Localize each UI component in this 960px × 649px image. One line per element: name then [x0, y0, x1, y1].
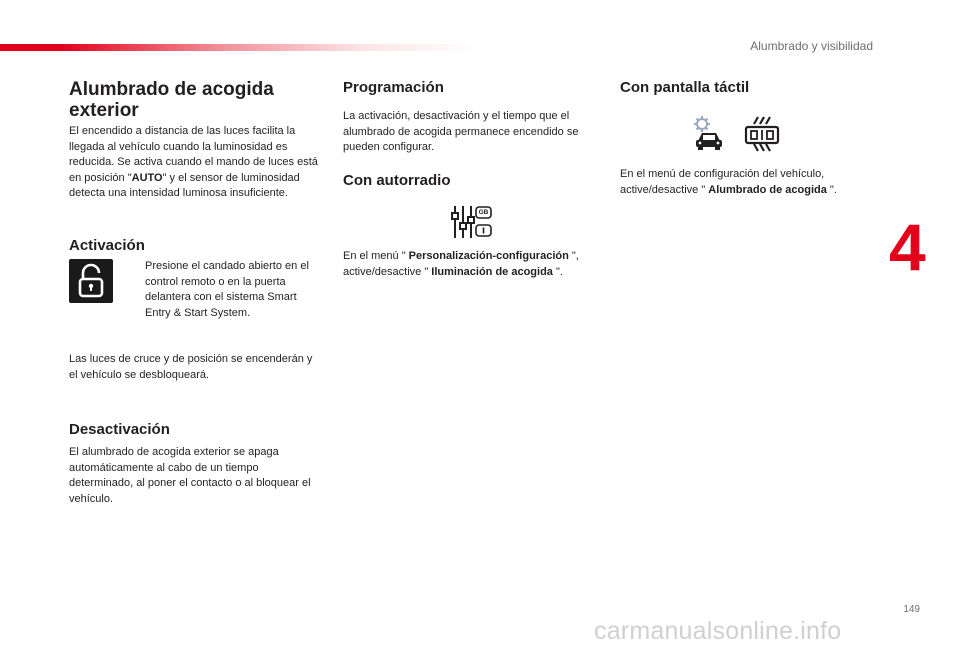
watermark: carmanualsonline.info — [594, 617, 842, 645]
deactivation-text: El alumbrado de acogida exterior se apaga automáticamente al cabo de un tiempo determinado, al poner el contacto o al bloquear el vehículo. — [69, 446, 311, 505]
programming-text: La activación, desactivación y el tiempo que el alumbrado de acogida permanece encendido se pueden configurar. — [343, 110, 579, 153]
radio-option-name: Iluminación de acogida — [431, 265, 553, 278]
intro-text-start: El encendido a distancia de las luces facilita la llegada al vehículo cuando la luminosidad es reducida. Se activa cuando el mando de luces está en posición " — [69, 125, 318, 184]
touch-heading: Con pantalla táctil — [620, 79, 750, 96]
touch-text-start: En el menú de configuración del vehículo, active/desactive " — [620, 168, 825, 196]
programming-paragraph — [343, 109, 598, 156]
page-title: Alumbrado de acogida exterior — [69, 79, 274, 121]
activation-heading-wrap — [69, 237, 145, 255]
deactivation-paragraph — [69, 445, 324, 507]
chapter-number: 4 — [889, 210, 926, 284]
intro-text-end: " y el sensor de luminosidad detecta una intensidad luminosa insuficiente. — [69, 171, 300, 199]
welcome-lighting-icon — [742, 115, 782, 153]
radio-paragraph — [343, 249, 598, 280]
bullet-text: Presione el candado abierto en el control remoto o en la puerta delantera con el sistema Smart Entry & Start System. — [145, 260, 309, 319]
activation-note-text: Las luces de cruce y de posición se encenderán y el vehículo se desbloqueará. — [69, 353, 313, 381]
radio-text-end: ". — [552, 265, 563, 278]
programming-heading: Programación — [343, 79, 444, 96]
radio-heading: Con autorradio — [343, 172, 451, 189]
activation-note — [69, 352, 319, 383]
radio-icon-label: GB — [478, 209, 489, 216]
radio-menu-name: Personalización-configuración — [408, 250, 569, 262]
touch-paragraph — [620, 167, 875, 198]
page-number: 149 — [903, 604, 920, 615]
deactivation-heading: Desactivación — [69, 421, 170, 438]
programming-heading-wrap — [343, 79, 444, 97]
activation-bullet — [128, 259, 313, 321]
radio-heading-wrap — [343, 172, 451, 190]
radio-text-mid: ", active/desactive " — [343, 250, 579, 278]
vehicle-settings-icon — [690, 115, 728, 153]
open-padlock-icon — [69, 259, 113, 303]
intro-paragraph — [69, 124, 319, 202]
radio-text-start: En el menú " — [343, 250, 409, 262]
running-header: Alumbrado y visibilidad — [750, 39, 873, 53]
settings-sliders-icon — [449, 203, 494, 241]
activation-heading: Activación — [69, 237, 145, 254]
touch-option-name: Alumbrado de acogida — [708, 183, 827, 196]
deactivation-heading-wrap — [69, 421, 170, 439]
touch-text-end: ". — [826, 183, 837, 196]
touch-heading-wrap — [620, 79, 749, 97]
unlock-button-icon — [69, 259, 113, 303]
header-accent-bar — [0, 44, 480, 51]
intro-text-bold: AUTO — [131, 171, 163, 184]
section-title — [69, 79, 309, 121]
